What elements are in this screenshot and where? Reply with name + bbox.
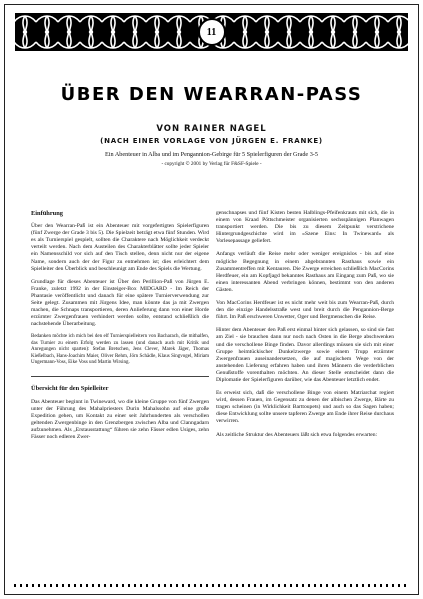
paragraph: Grundlage für dieses Abenteuer ist Über den Perillion-Paß von Jürgen E. Franke, zuletzt 1992 in der Einsteiger-Box MIDGARD - Im Reich der Phantasie veröffentlicht und danach für eine spätere Turnierverwendung zur Seite gelegt. Zusammen mit Jürgens Idee, man könnte das ja mit Zwergen machen, die Schnaps transportieren, deren Anlieferung dann von einer Horde erzürnter Zwergenfrauen verhindert werden sollte, entstand schließlich die nachstehende Überarbeitung. bbox=[31, 278, 209, 328]
paragraph: Hinter dem Abenteuer den Paß erst einmal hinter sich gelassen, so sind sie fast am Ziel - sie brauchen dann nur noch nach Osten in die Berge abschwenken und die verschollene Binge finden. Davor allerdings müssen sie sich mit einer Gruppe heimtückischer Dunkelzwerge sowie einem Trupp erzürnter Zwergenfrauen auseinandersetzen, die auf magischem Wege von der anstehenden Lieferung erfahren haben und ihren Männern die verderblichen Genußstoffe vorenthalten möchten. An dieser Stelle entscheidet dann die Diplomatie der Spielerfiguren darüber, wie das Abenteuer letztlich endet. bbox=[216, 327, 394, 383]
heading-uebersicht: Übersicht für den Spielleiter bbox=[31, 385, 109, 393]
subtitle: Ein Abenteuer in Alba und im Pengannion-Gebirge für 5 Spielerfiguren der Grade 3-5 bbox=[105, 151, 318, 158]
paragraph: genschnapses und fünf Kisten besten Halblings-Pfeifenkrauts mit sich, die in einem von Kraad Pöttschmeister organisierten sechsspännigen Planwagen transportiert werden. Die bis zu diesem Zeitpunkt verstrichene Hintergrundgeschichte wird im »Szene Eins: In Twineward« als Vorlesepassage geliefert. bbox=[216, 210, 394, 245]
paragraph: Das Abenteuer beginnt in Twineward, wo die kleine Gruppe von fünf Zwergen unter der Führung des Mahalpriesters Durin Mahalssohn auf eine große Expedition gehen, um Kontakt zu einer seit Jahrhunderten als verschollen geltenden Zwergenbinge in den Grenzbergen zwischen Alba und Clanngadarn aufzunehmen. Als „Erstausstattung“ führen sie zehn Fässer edlen Usiges, zehn Fässer noch edleren Zwer- bbox=[31, 398, 209, 440]
page-number: 11 bbox=[198, 18, 226, 46]
page-title: ÜBER DEN WEARRAN-PASS bbox=[60, 84, 363, 105]
right-column bbox=[216, 210, 394, 445]
acknowledgements: Bedanken möchte ich mich bei den elf Turnierspielleitern von Bacharach, die mithalfen, das Turnier zu einem Erfolg werden zu lassen (und danach auch mit Kritik und Anregungen nicht sparten): Stefan Bretschen, Jens Clever, Marek Jäger, Thomas Kießelbach, Hans-Joachim Maier, Oliver Rehm, Jörn Schädle, Klaus Singvogel, Miriam Ungermann-Voss, Eike Voss und Martin Wirsing. bbox=[31, 334, 209, 366]
author-line: VON RAINER NAGEL bbox=[156, 124, 267, 134]
page-number-medallion bbox=[194, 12, 230, 52]
paragraph: Anfangs verläuft die Reise mehr oder weniger ereignislos - bis auf eine mögliche Begegnung in einem abgebrannten Rasthaus sowie ein Zusammentreffen mit Kentauren. Die Zwerge erreichen schließlich MacCorins Herdfeuer, ein am Kopfjagd bekanntes Rasthaus am Eingang zum Paß, wo sie einen interessanten Abend verbringen können, bestimmt von den anderen Gästen. bbox=[216, 251, 394, 293]
left-column bbox=[31, 210, 209, 447]
paragraph: Als zeitliche Struktur des Abenteuers läßt sich etwa folgendes erwarten: bbox=[216, 431, 378, 438]
heading-einfuehrung: Einführung bbox=[31, 210, 63, 217]
after-template-line: (NACH EINER VORLAGE VON JÜRGEN E. FRANKE) bbox=[100, 137, 323, 145]
copyright: - copyright © 2001 by Verlag für F&SF-Spiele - bbox=[161, 161, 262, 167]
paragraph: Über den Wearran-Paß ist ein Abenteuer mit vorgefertigten Spielerfiguren (fünf Zwerge der Grade 3 bis 5). Die Spielzeit beträgt etwa fünf Stunden. Wird es als Turnierspiel gespielt, sollten die Charaktere nach Möglichkeit verdeckt verteilt werden. Nach dem Austeilen des Charakterblätter sollte jeder Spieler ein Namensschild vor sich auf den Tisch stellen, denn nicht nur der eigene Name, sondern auch der der Figur zu entnehmen ist; dies erleichtert dem Spielleiter den Überblick und beschleunigt am Ende des Spiels die Wertung. bbox=[31, 223, 209, 272]
footer-dots bbox=[14, 584, 409, 587]
paragraph: Von MacCorins Herdfeuer ist es nicht mehr weit bis zum Wearran-Paß, durch den die einzige Handelsstraße west und breit durch die Pengannion-Berge führt. Im Paß erschweren Unwetter, Oger und Bergmenschen die Reise. bbox=[216, 300, 394, 321]
paragraph: Es erweist sich, daß die verschollene Binge von einem Matriarchat regiert wird, dessen Frauen, im Gegensatz zu denen der albischen Zwerge, Bärte zu tragen scheinen (in Wirklichkeit Barttoupets) und auch so das Sagen haben; diese Entwicklung sollte unsere tapferen Zwerge am Ende ihrer Reise durchaus verwirren. bbox=[216, 390, 394, 425]
divider bbox=[31, 376, 209, 377]
